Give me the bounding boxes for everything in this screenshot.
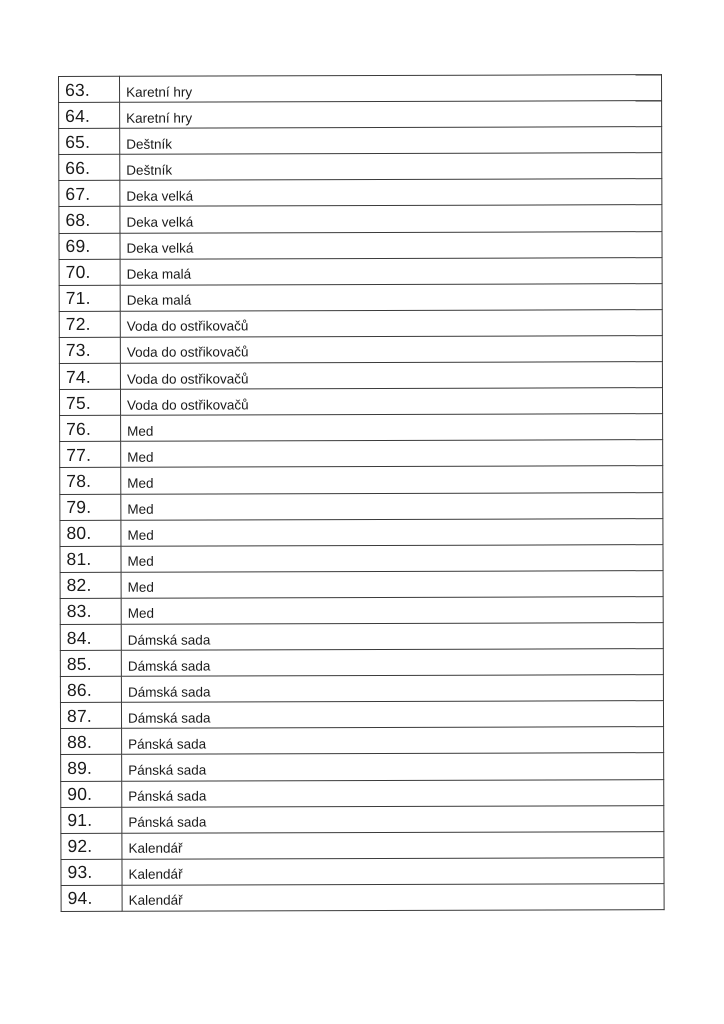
row-number: 86.	[60, 676, 121, 702]
row-number: 65.	[59, 128, 120, 154]
row-number: 69.	[59, 233, 120, 259]
item-name: Voda do ostřikovačů	[120, 388, 662, 416]
table-row	[59, 336, 662, 364]
table-row	[60, 492, 663, 520]
row-number: 64.	[59, 102, 120, 128]
table-row	[59, 283, 662, 311]
row-number: 84.	[60, 624, 121, 650]
table-row	[61, 753, 664, 781]
table-row	[59, 75, 662, 103]
table-row	[60, 518, 663, 546]
item-name: Deštník	[120, 153, 662, 181]
table-row	[59, 179, 662, 207]
row-number: 75.	[59, 389, 120, 415]
table-row	[61, 831, 664, 859]
table-row	[61, 884, 664, 912]
item-name: Deka malá	[120, 257, 662, 285]
row-number: 78.	[60, 468, 121, 494]
row-number: 88.	[61, 729, 122, 755]
table-row	[60, 623, 663, 651]
item-name: Dámská sada	[121, 675, 663, 703]
table-row	[60, 701, 663, 729]
row-number: 79.	[60, 494, 121, 520]
row-number: 83.	[60, 598, 121, 624]
table-row	[61, 727, 664, 755]
row-number: 90.	[61, 781, 122, 807]
item-name: Deka malá	[120, 283, 662, 311]
item-name: Med	[121, 596, 663, 624]
table-row	[60, 649, 663, 677]
item-name: Pánská sada	[122, 805, 664, 833]
item-name: Med	[121, 570, 663, 598]
item-list-table	[58, 74, 665, 912]
item-name: Voda do ostřikovačů	[120, 362, 662, 390]
table-row	[59, 101, 662, 129]
row-number: 72.	[59, 311, 120, 337]
item-name: Med	[121, 466, 663, 494]
row-number: 73.	[59, 337, 120, 363]
table-row	[60, 675, 663, 703]
item-list-body	[59, 75, 665, 912]
row-number: 92.	[61, 833, 122, 859]
table-row	[61, 857, 664, 885]
table-row	[59, 362, 662, 390]
item-name: Med	[121, 518, 663, 546]
table-row	[60, 570, 663, 598]
item-name: Deka velká	[120, 205, 662, 233]
item-name: Karetní hry	[120, 101, 662, 129]
row-number: 63.	[59, 76, 120, 102]
item-name: Deka velká	[120, 179, 662, 207]
row-number: 76.	[60, 416, 121, 442]
row-number: 81.	[60, 546, 121, 572]
item-name: Dámská sada	[121, 623, 663, 651]
table-row	[60, 414, 663, 442]
item-name: Deštník	[120, 127, 662, 155]
table-row	[60, 466, 663, 494]
table-row	[59, 153, 662, 181]
table-row	[59, 309, 662, 337]
item-name: Pánská sada	[122, 727, 664, 755]
row-number: 74.	[59, 363, 120, 389]
table-row	[59, 231, 662, 259]
item-name: Pánská sada	[122, 779, 664, 807]
row-number: 68.	[59, 207, 120, 233]
row-number: 85.	[60, 650, 121, 676]
row-number: 80.	[60, 520, 121, 546]
table-row	[61, 805, 664, 833]
row-number: 70.	[59, 259, 120, 285]
item-name: Karetní hry	[120, 75, 662, 103]
table-row	[59, 205, 662, 233]
item-name: Med	[121, 544, 663, 572]
item-name: Dámská sada	[121, 701, 663, 729]
row-number: 91.	[61, 807, 122, 833]
item-name: Voda do ostřikovačů	[120, 309, 662, 337]
row-number: 71.	[59, 285, 120, 311]
row-number: 93.	[61, 859, 122, 885]
item-name: Kalendář	[122, 831, 664, 859]
table-row	[61, 779, 664, 807]
row-number: 94.	[61, 885, 122, 911]
table-row	[60, 544, 663, 572]
table-row	[59, 127, 662, 155]
table-row	[59, 257, 662, 285]
item-name: Dámská sada	[121, 649, 663, 677]
row-number: 67.	[59, 181, 120, 207]
table-row	[60, 440, 663, 468]
row-number: 77.	[60, 442, 121, 468]
item-name: Med	[121, 440, 663, 468]
item-name: Kalendář	[122, 884, 664, 912]
item-name: Voda do ostřikovačů	[120, 336, 662, 364]
row-number: 87.	[60, 703, 121, 729]
item-name: Med	[121, 414, 663, 442]
item-name: Kalendář	[122, 857, 664, 885]
row-number: 66.	[59, 155, 120, 181]
table-row	[59, 388, 662, 416]
item-name: Pánská sada	[122, 753, 664, 781]
table-row	[60, 596, 663, 624]
row-number: 82.	[60, 572, 121, 598]
item-name: Med	[121, 492, 663, 520]
item-name: Deka velká	[120, 231, 662, 259]
row-number: 89.	[61, 755, 122, 781]
